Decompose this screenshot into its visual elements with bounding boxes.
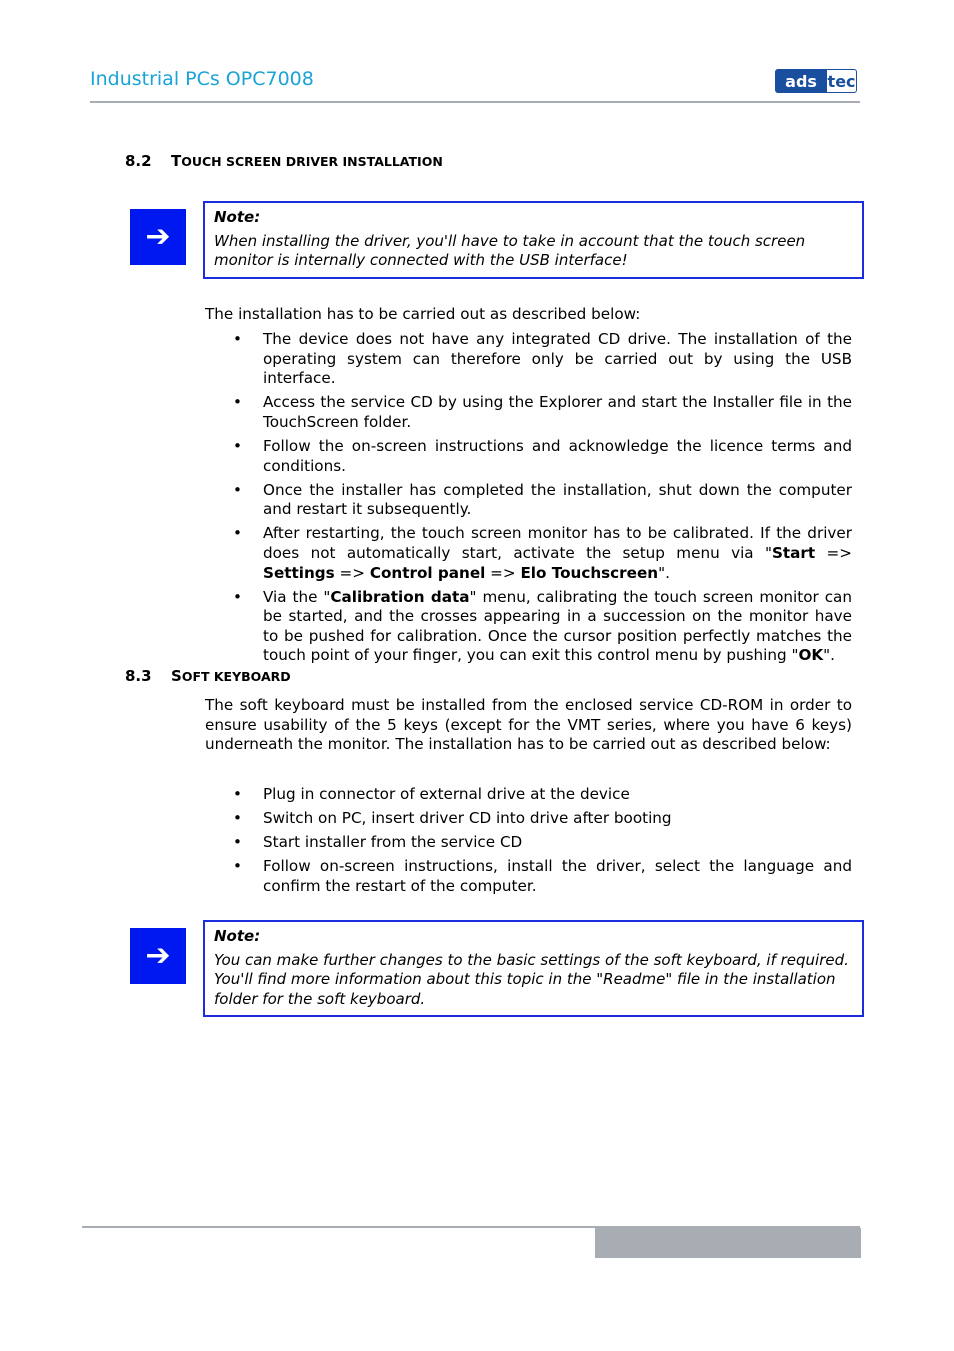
list-item: • After restarting, the touch screen monitor has to be calibrated. If the driver does not automatically start, activate the setup menu via "Start => Settings => Control panel => Elo Touchscreen".: [205, 524, 852, 583]
note-title: Note:: [214, 208, 261, 226]
ads-tec-logo: [775, 69, 857, 93]
installation-intro: The installation has to be carried out as described below:: [205, 305, 641, 323]
list-item: • Once the installer has completed the installation, shut down the computer and restart it subsequently.: [205, 481, 852, 520]
arrow-right-icon: [130, 928, 186, 984]
section-heading-8-2: [125, 152, 443, 170]
section-number: 8.2: [125, 152, 152, 170]
section-number: 8.3: [125, 667, 152, 685]
arrow-glyph: ➔: [145, 219, 171, 254]
section-heading-8-3: [125, 667, 291, 685]
footer-bar: [595, 1228, 861, 1258]
header-divider: [90, 101, 860, 103]
soft-keyboard-steps-list: [205, 785, 852, 901]
installation-steps-list: [205, 330, 852, 671]
arrow-glyph: ➔: [145, 938, 171, 973]
list-item: • The device does not have any integrated CD drive. The installation of the operating system can therefore only be carried out by using the USB interface.: [205, 330, 852, 389]
list-item: • Follow the on-screen instructions and acknowledge the licence terms and conditions.: [205, 437, 852, 476]
list-item: • Via the "Calibration data" menu, calibrating the touch screen monitor can be started, and the crosses appearing in a succession on the monitor have to be pushed for calibration. Once the cursor position perfectly matches the touch point of your finger, you can exit this control menu by pushing "OK".: [205, 588, 852, 666]
section-title-initial: S: [171, 667, 182, 685]
note-text: When installing the driver, you'll have to take in account that the touch screen monitor is internally connected with the USB interface!: [214, 231, 806, 269]
list-item: • Follow on-screen instructions, install the driver, select the language and confirm the restart of the computer.: [205, 857, 852, 896]
page-header-title: Industrial PCs OPC7008: [90, 68, 314, 90]
note-box-driver: [203, 201, 864, 279]
list-item: • Start installer from the service CD: [205, 833, 852, 853]
list-item: • Switch on PC, insert driver CD into drive after booting: [205, 809, 852, 829]
note-text: You can make further changes to the basic settings of the soft keyboard, if required. You'll find more information about this topic in the "Readme" file in the installation folder for the soft keyboard.: [214, 950, 849, 1008]
arrow-right-icon: [130, 209, 186, 265]
section-title-rest: OFT KEYBOARD: [181, 669, 291, 684]
logo-tec-part: tec: [827, 69, 857, 93]
soft-keyboard-intro: The soft keyboard must be installed from the enclosed service CD-ROM in order to ensure usability of the 5 keys (except for the VMT series, where you have 6 keys) underneath the monitor. The installation has to be carried out as described below:: [205, 696, 852, 754]
logo-ads-part: ads: [775, 69, 827, 93]
list-item: • Plug in connector of external drive at the device: [205, 785, 852, 805]
note-title: Note:: [214, 927, 261, 945]
section-title-initial: T: [171, 152, 182, 170]
note-box-soft-keyboard: [203, 920, 864, 1017]
section-title-rest: OUCH SCREEN DRIVER INSTALLATION: [181, 154, 443, 169]
list-item: • Access the service CD by using the Explorer and start the Installer file in the TouchScreen folder.: [205, 393, 852, 432]
